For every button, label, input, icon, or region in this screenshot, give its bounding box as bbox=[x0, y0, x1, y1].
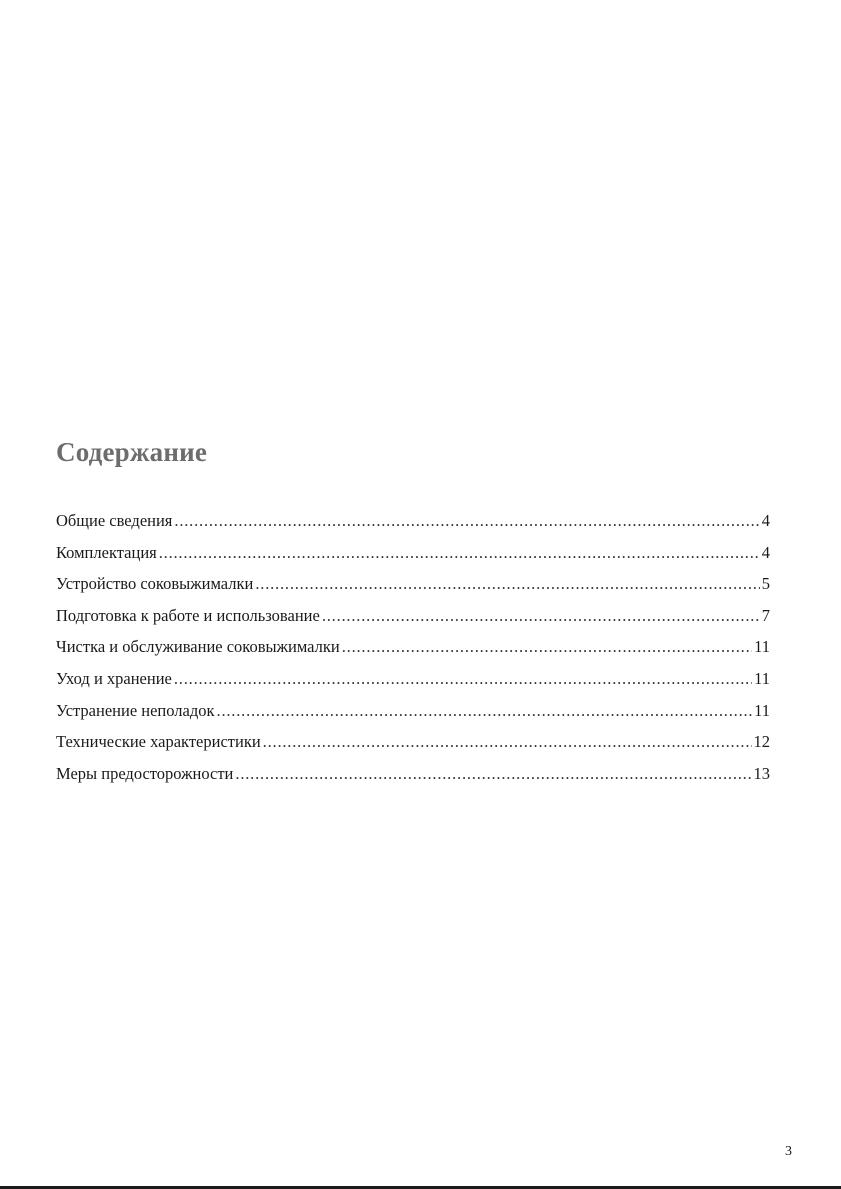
dot-leader bbox=[342, 636, 752, 658]
dot-leader bbox=[263, 731, 752, 753]
toc-entry-label: Технические характеристики bbox=[56, 732, 261, 752]
toc-entry-page: 4 bbox=[761, 542, 770, 562]
toc-entry-label: Общие сведения bbox=[56, 511, 173, 530]
toc-entry-label: Чистка и обслуживание соковыжималки bbox=[56, 637, 340, 657]
toc-entry-label: Подготовка к работе и использование bbox=[56, 605, 320, 625]
toc-entry-specifications[interactable] bbox=[56, 731, 770, 763]
toc-entry-preparation-and-use[interactable] bbox=[56, 605, 770, 637]
toc-entry-page: 11 bbox=[754, 668, 770, 688]
toc-entry-general-info[interactable] bbox=[56, 510, 770, 542]
toc-entry-package-contents[interactable] bbox=[56, 542, 770, 574]
dot-leader bbox=[217, 700, 753, 722]
toc-entry-page: 11 bbox=[754, 700, 770, 720]
toc-entry-cleaning-and-maintenance[interactable] bbox=[56, 636, 770, 668]
dot-leader bbox=[174, 510, 759, 532]
dot-leader bbox=[235, 763, 751, 785]
toc-entry-label: Уход и хранение bbox=[56, 668, 172, 688]
toc-entry-troubleshooting[interactable] bbox=[56, 700, 770, 732]
toc-entry-care-and-storage[interactable] bbox=[56, 668, 770, 700]
page-title: Содержание bbox=[56, 437, 208, 467]
dot-leader bbox=[255, 573, 759, 595]
toc-entry-label: Устройство соковыжималки bbox=[56, 574, 254, 594]
toc-entry-page: 5 bbox=[761, 574, 770, 594]
toc-entry-juicer-design[interactable] bbox=[56, 573, 770, 605]
toc-entry-label: Меры предосторожности bbox=[56, 763, 234, 783]
toc-entry-page: 4 bbox=[761, 511, 770, 530]
toc-entry-label: Устранение неполадок bbox=[56, 700, 215, 720]
toc-entry-page: 11 bbox=[754, 637, 770, 657]
dot-leader bbox=[174, 668, 752, 690]
table-of-contents bbox=[56, 510, 770, 794]
toc-entry-label: Комплектация bbox=[56, 542, 157, 562]
dot-leader bbox=[159, 542, 760, 564]
toc-entry-page: 7 bbox=[761, 605, 770, 625]
toc-entry-page: 12 bbox=[753, 732, 770, 752]
page-number: 3 bbox=[785, 1144, 792, 1159]
toc-entry-page: 13 bbox=[753, 763, 770, 783]
dot-leader bbox=[322, 605, 760, 627]
toc-entry-safety-precautions[interactable] bbox=[56, 763, 770, 795]
